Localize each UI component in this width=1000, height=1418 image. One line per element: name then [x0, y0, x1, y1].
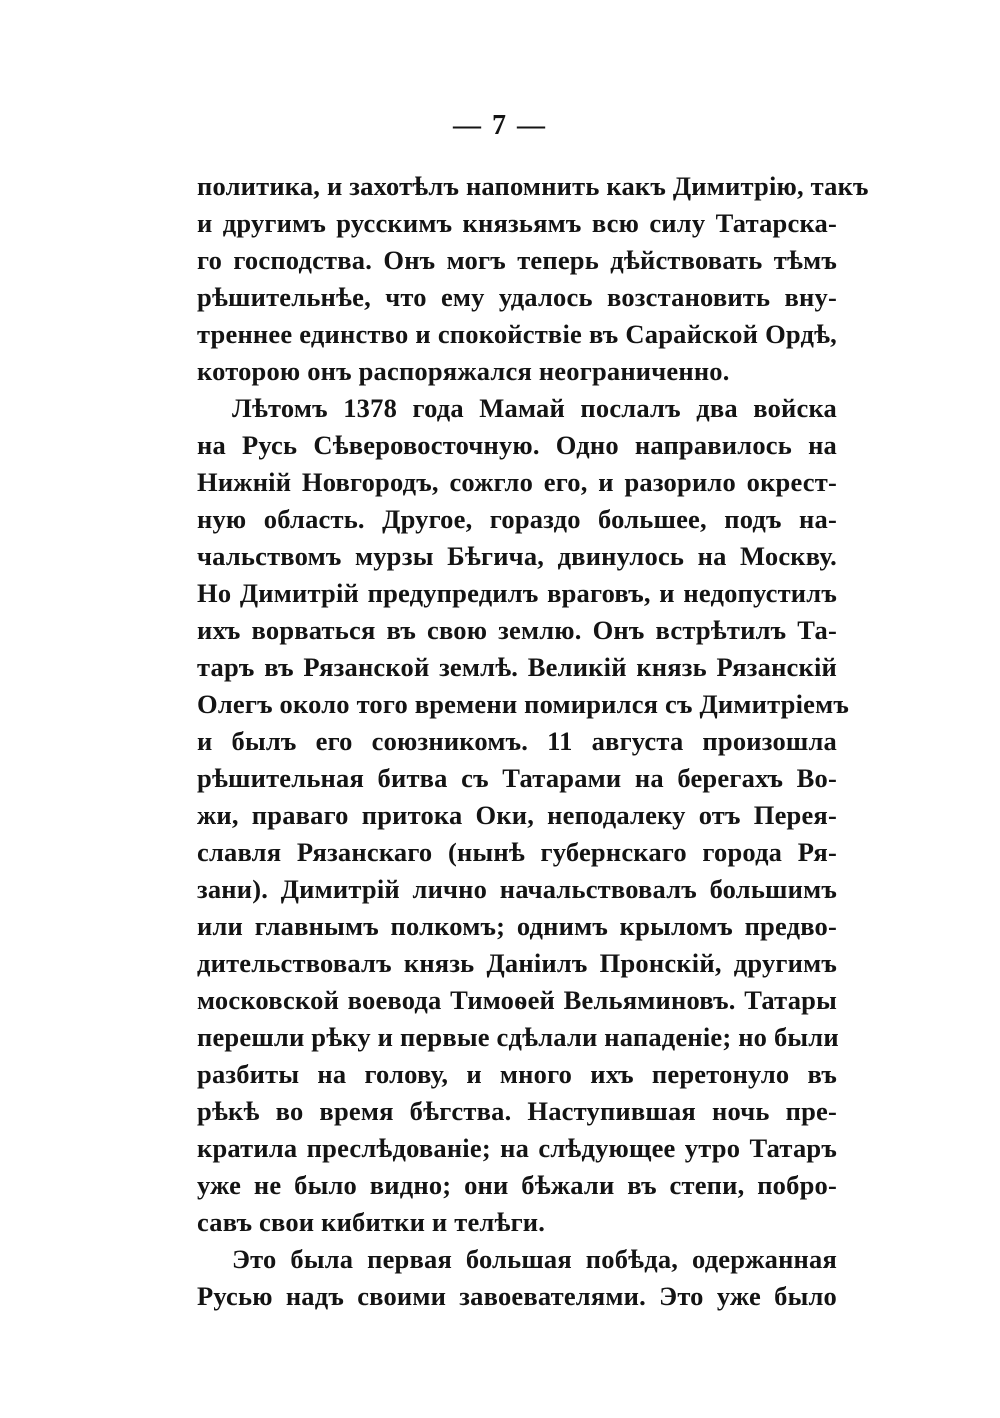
text-line: Нижній Новгородъ, сожгло его, и разорило окрест- [197, 467, 837, 497]
text-line: таръ въ Рязанской землѣ. Великій князь Рязанскій [197, 652, 837, 682]
text-line: савъ свои кибитки и телѣги. [197, 1207, 546, 1237]
text-line: на Русь Сѣверовосточную. Одно направилось на [197, 430, 837, 460]
text-line: дительствовалъ князь Даніилъ Пронскій, другимъ [197, 948, 837, 978]
text-line: славля Рязанскаго (нынѣ губернскаго города Ря- [197, 837, 837, 867]
text-line: жи, праваго притока Оки, неподалеку отъ Перея- [197, 800, 837, 830]
text-line: ную область. Другое, гораздо большее, подъ на- [197, 504, 837, 534]
text-line: ихъ ворваться въ свою землю. Онъ встрѣтилъ Та- [197, 615, 837, 645]
text-line: рѣшительнѣе, что ему удалось возстановить вну- [197, 282, 837, 312]
text-line: разбиты на голову, и много ихъ перетонуло въ [197, 1059, 837, 1089]
text-line: зани). Димитрій лично начальствовалъ большимъ [197, 874, 837, 904]
text-line: чальствомъ мурзы Бѣгича, двинулось на Москву. [197, 541, 837, 571]
text-line: го господства. Онъ могъ теперь дѣйствовать тѣмъ [197, 245, 837, 275]
text-line: и другимъ русскимъ князьямъ всю силу Татарска- [197, 208, 837, 238]
text-line: Лѣтомъ 1378 года Мамай послалъ два войска [232, 393, 837, 423]
text-line: московской воевода Тимоѳей Вельяминовъ. Татары [197, 985, 837, 1015]
text-line: Русью надъ своими завоевателями. Это уже было [197, 1281, 837, 1311]
text-line: Олегъ около того времени помирился съ Димитріемъ [197, 689, 850, 719]
text-line: и былъ его союзникомъ. 11 августа произошла [197, 726, 837, 756]
text-line: политика, и захотѣлъ напомнить какъ Димитрію, такъ [197, 171, 869, 201]
text-line: перешли рѣку и первые сдѣлали нападеніе; но были [197, 1022, 839, 1052]
text-line: Это была первая большая побѣда, одержанная [232, 1244, 837, 1274]
page-number: — 7 — [453, 110, 547, 141]
text-line: рѣкѣ во время бѣгства. Наступившая ночь пре- [197, 1096, 837, 1126]
text-line: Но Димитрій предупредилъ враговъ, и недопустилъ [197, 578, 837, 608]
body-text [197, 168, 869, 1315]
text-line: или главнымъ полкомъ; однимъ крыломъ предво- [197, 911, 837, 941]
text-line: рѣшительная битва съ Татарами на берегахъ Во- [197, 763, 837, 793]
text-line: треннее единство и спокойствіе въ Сарайской Ордѣ, [197, 319, 837, 349]
text-line: которою онъ распоряжался неограниченно. [197, 356, 730, 386]
text-line: кратила преслѣдованіе; на слѣдующее утро Татаръ [197, 1133, 837, 1163]
text-line: уже не было видно; они бѣжали въ степи, побро- [197, 1170, 837, 1200]
